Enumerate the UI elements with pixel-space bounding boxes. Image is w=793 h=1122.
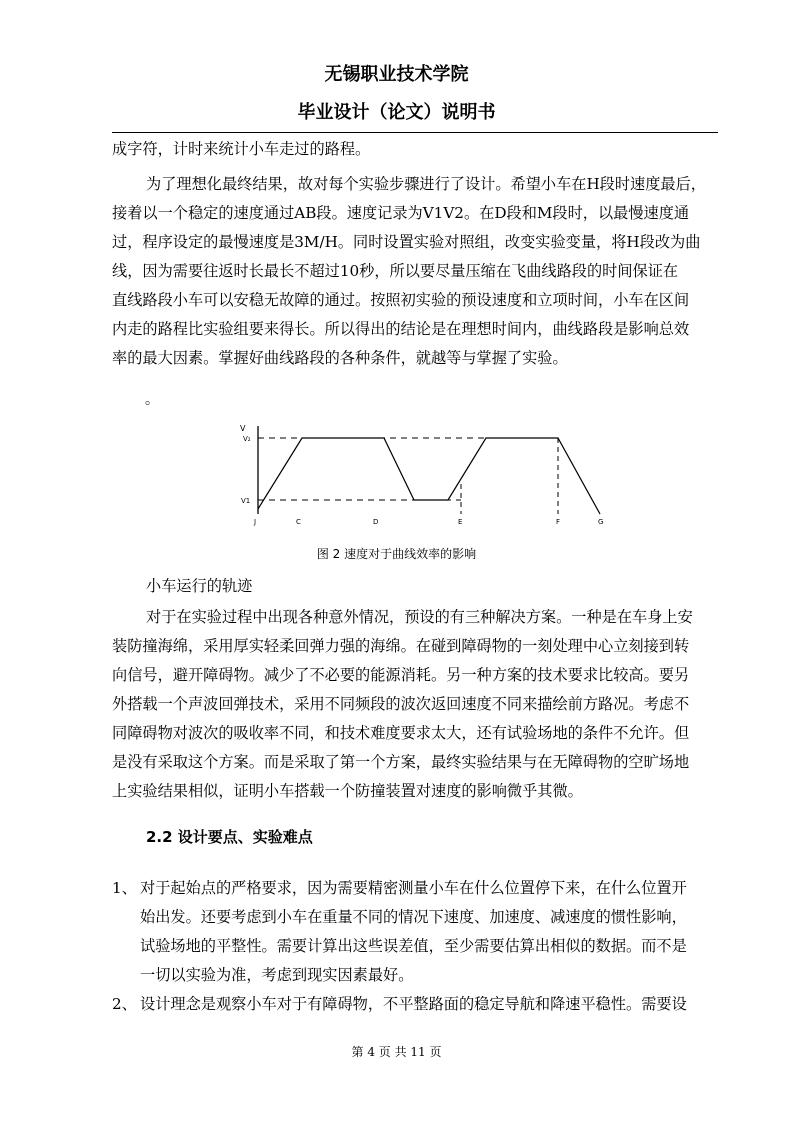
speed-curve-figure [236,418,616,530]
list-item-line: 始出发。还要考虑到小车在重量不同的情况下速度、加速度、减速度的惯性影响， [140,908,687,926]
paragraph-line: 是没有采取这个方案。而是采取了第一个方案，最终实验结果与在无障碍物的空旷场地 [112,753,690,771]
x-label-e: E [458,518,463,526]
figure-caption: 图 2 速度对于曲线效率的影响 [316,547,477,561]
x-label-g: G [598,518,604,526]
paragraph-line: 向信号，避开障碍物。减少了不必要的能源消耗。另一种方案的技术要求比较高。要另 [112,666,690,684]
institution-name: 无锡职业技术学院 [324,64,469,85]
list-item-number: 2、 [112,995,137,1013]
paragraph-line: 接着以一个稳定的速度通过AB段。速度记录为V1V2。在D段和M段时，以最慢速度通 [112,204,690,222]
paragraph-line: 为了理想化最终结果，故对每个实验步骤进行了设计。希望小车在H段时速度最后， [146,175,706,193]
list-item-number: 1、 [112,879,137,897]
list-item [112,874,718,990]
speed-curve-line [258,438,600,514]
paragraph-line: 线，因为需要往返时长最长不超过10秒，所以要尽量压缩在飞曲线路段的时间保证在 [112,262,679,280]
paragraph-4 [112,603,718,806]
x-label-j: J [254,518,257,526]
paragraph-line: 成字符，计时来统计小车走过的路程。 [112,140,371,158]
paragraph-line: 同障碍物对波次的吸收率不同，和技术难度要求太大，还有试验场地的条件不允许。但 [112,724,690,742]
stray-period: 。 [145,392,159,408]
paragraph-line: 小车运行的轨迹 [146,577,253,595]
v1-label: V1 [241,497,251,505]
list-item-line: 对于起始点的严格要求，因为需要精密测量小车在什么位置停下来，在什么位置开 [140,879,687,897]
paragraph-line: 过，程序设定的最慢速度是3M/H。同时设置实验对照组，改变实验变量，将H段改为曲 [112,233,701,251]
numbered-list [112,874,718,1019]
paragraph-line: 装防撞海绵，采用厚实轻柔回弹力强的海绵。在碰到障碍物的一刻处理中心立刻接到转 [112,637,690,655]
header-rule [112,132,718,133]
list-item-line: 试验场地的平整性。需要计算出这些误差值，至少需要估算出相似的数据。而不是 [140,937,687,955]
paragraph-1 [112,135,718,164]
paragraph-line: 对于在实验过程中出现各种意外情况，预设的有三种解决方案。一种是在车身上安 [146,608,693,626]
x-label-f: F [556,518,561,526]
list-item [112,990,718,1019]
paragraph-2 [112,170,718,373]
y-axis-label: V [240,424,246,433]
document-type-title: 毕业设计（论文）说明书 [297,102,496,123]
section-heading-2-2: 2.2 设计要点、实验难点 [146,828,313,846]
paragraph-line: 直线路段小车可以安稳无故障的通过。按照初实验的预设速度和立项时间，小车在区间 [112,291,690,309]
page-footer: 第 4 页 共 11 页 [351,1045,442,1059]
paragraph-3 [112,572,718,601]
x-label-d: D [373,518,379,526]
paragraph-line: 内走的路程比实验组要来得长。所以得出的结论是在理想时间内，曲线路段是影响总效 [112,320,690,338]
list-item-line: 设计理念是观察小车对于有障碍物，不平整路面的稳定导航和降速平稳性。需要设 [140,995,687,1013]
paragraph-line: 外搭载一个声波回弹技术，采用不同频段的波次返回速度不同来描绘前方路况。考虑不 [112,695,690,713]
paragraph-line: 率的最大因素。掌握好曲线路段的各种条件，就越等与掌握了实验。 [112,349,568,367]
v2-label: V₂ [243,435,251,443]
list-item-line: 一切以实验为准，考虑到现实因素最好。 [140,966,414,984]
x-label-c: C [296,518,301,526]
paragraph-line: 上实验结果相似，证明小车搭载一个防撞装置对速度的影响微乎其微。 [112,782,583,800]
